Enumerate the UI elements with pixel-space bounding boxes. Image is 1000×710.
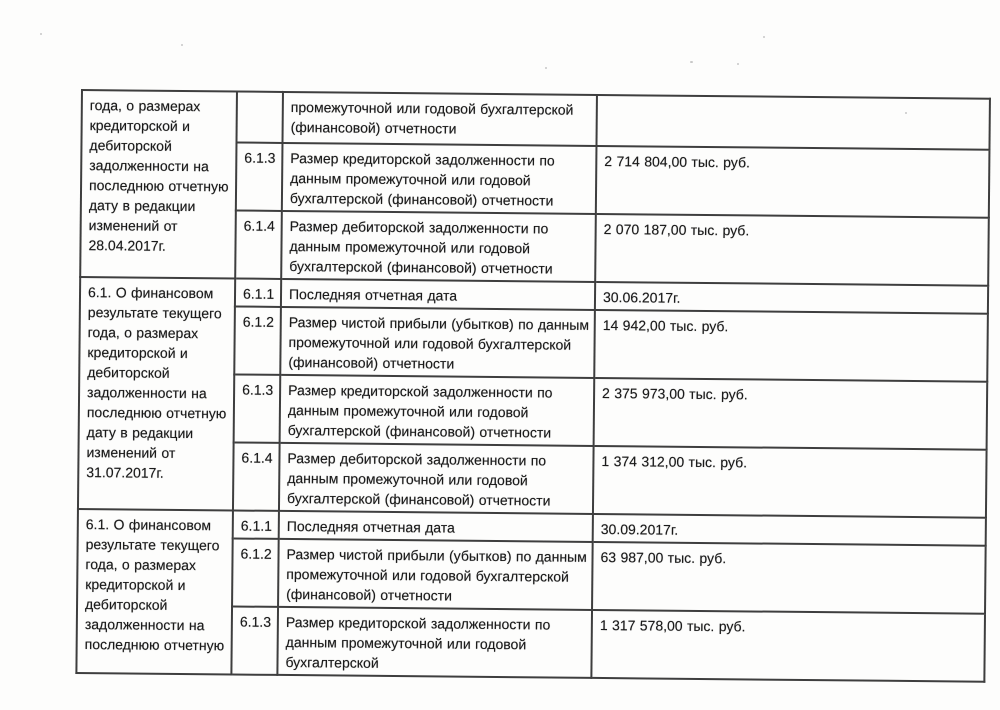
item-desc-cell: Размер кредиторской задолженности по данным промежуточной или годовой бухгалтерской: [277, 607, 592, 678]
item-value-cell: 1 374 312,00 тыс. руб.: [593, 446, 987, 518]
item-desc-cell: Размер дебиторской задолженности по данным промежуточной или годовой бухгалтерской (финансовой) отчетности: [281, 211, 596, 282]
scan-noise: [40, 33, 42, 35]
item-desc-cell: Последняя отчетная дата: [281, 279, 595, 310]
item-value-cell: 2 375 973,00 тыс. руб.: [594, 378, 988, 450]
item-number-cell: 6.1.3: [231, 606, 278, 674]
disclosure-table: [75, 89, 991, 683]
item-number-cell: 6.1.1: [235, 278, 281, 306]
item-desc-cell: Размер кредиторской задолженности по данным промежуточной или годовой бухгалтерской (финансовой) отчетности: [280, 375, 595, 446]
scan-noise: [737, 63, 739, 65]
item-value-cell: 2 070 187,00 тыс. руб.: [595, 214, 989, 286]
item-desc-cell: Размер чистой прибыли (убытков) по данным промежуточной или годовой бухгалтерской (финансовой) отчетности: [280, 307, 595, 378]
item-desc-cell: промежуточной или годовой бухгалтерской (финансовой) отчетности: [282, 92, 596, 146]
item-desc-cell: Размер кредиторской задолженности по данным промежуточной или годовой бухгалтерской (финансовой) отчетности: [282, 143, 597, 214]
item-number-cell: 6.1.1: [233, 510, 279, 538]
scan-noise: [763, 36, 765, 38]
item-number-cell: 6.1.4: [235, 210, 282, 278]
scan-noise: [545, 67, 547, 69]
item-value-cell: [596, 95, 989, 150]
disclosure-table-wrap: [75, 89, 991, 683]
item-value-cell: 30.06.2017г.: [595, 282, 988, 314]
item-number-cell: 6.1.3: [236, 142, 283, 210]
item-value-cell: 2 714 804,00 тыс. руб.: [596, 146, 990, 218]
topic-cell: года, о размерах кредиторской и дебиторской задолженности на последнюю отчетную дату в редакции изменений от 28.04.2017г.: [80, 90, 237, 278]
topic-cell: 6.1. О финансовом результате текущего года, о размерах кредиторской и дебиторской задолженности на последнюю отчетную: [76, 509, 233, 674]
item-value-cell: 14 942,00 тыс. руб.: [594, 310, 988, 382]
item-desc-cell: Последняя отчетная дата: [279, 511, 593, 542]
item-value-cell: 1 317 578,00 тыс. руб.: [591, 610, 985, 682]
topic-cell: 6.1. О финансовом результате текущего года, о размерах кредиторской и дебиторской задолженности на последнюю отчетную дату в редакции изменений от 31.07.2017г.: [78, 277, 235, 510]
item-value-cell: 63 987,00 тыс. руб.: [592, 542, 986, 614]
item-number-cell: 6.1.3: [234, 374, 281, 442]
item-number-cell: 6.1.2: [232, 538, 279, 606]
item-number-cell: 6.1.4: [233, 442, 280, 510]
table-row: [82, 90, 990, 150]
item-value-cell: 30.09.2017г.: [593, 514, 986, 546]
scan-noise: [690, 61, 693, 63]
item-desc-cell: Размер дебиторской задолженности по данным промежуточной или годовой бухгалтерской (финансовой) отчетности: [279, 443, 594, 514]
item-desc-cell: Размер чистой прибыли (убытков) по данным промежуточной или годовой бухгалтерской (финансовой) отчетности: [278, 539, 593, 610]
item-number-cell: [236, 91, 282, 142]
scan-noise: [181, 44, 183, 46]
item-number-cell: 6.1.2: [234, 306, 281, 374]
